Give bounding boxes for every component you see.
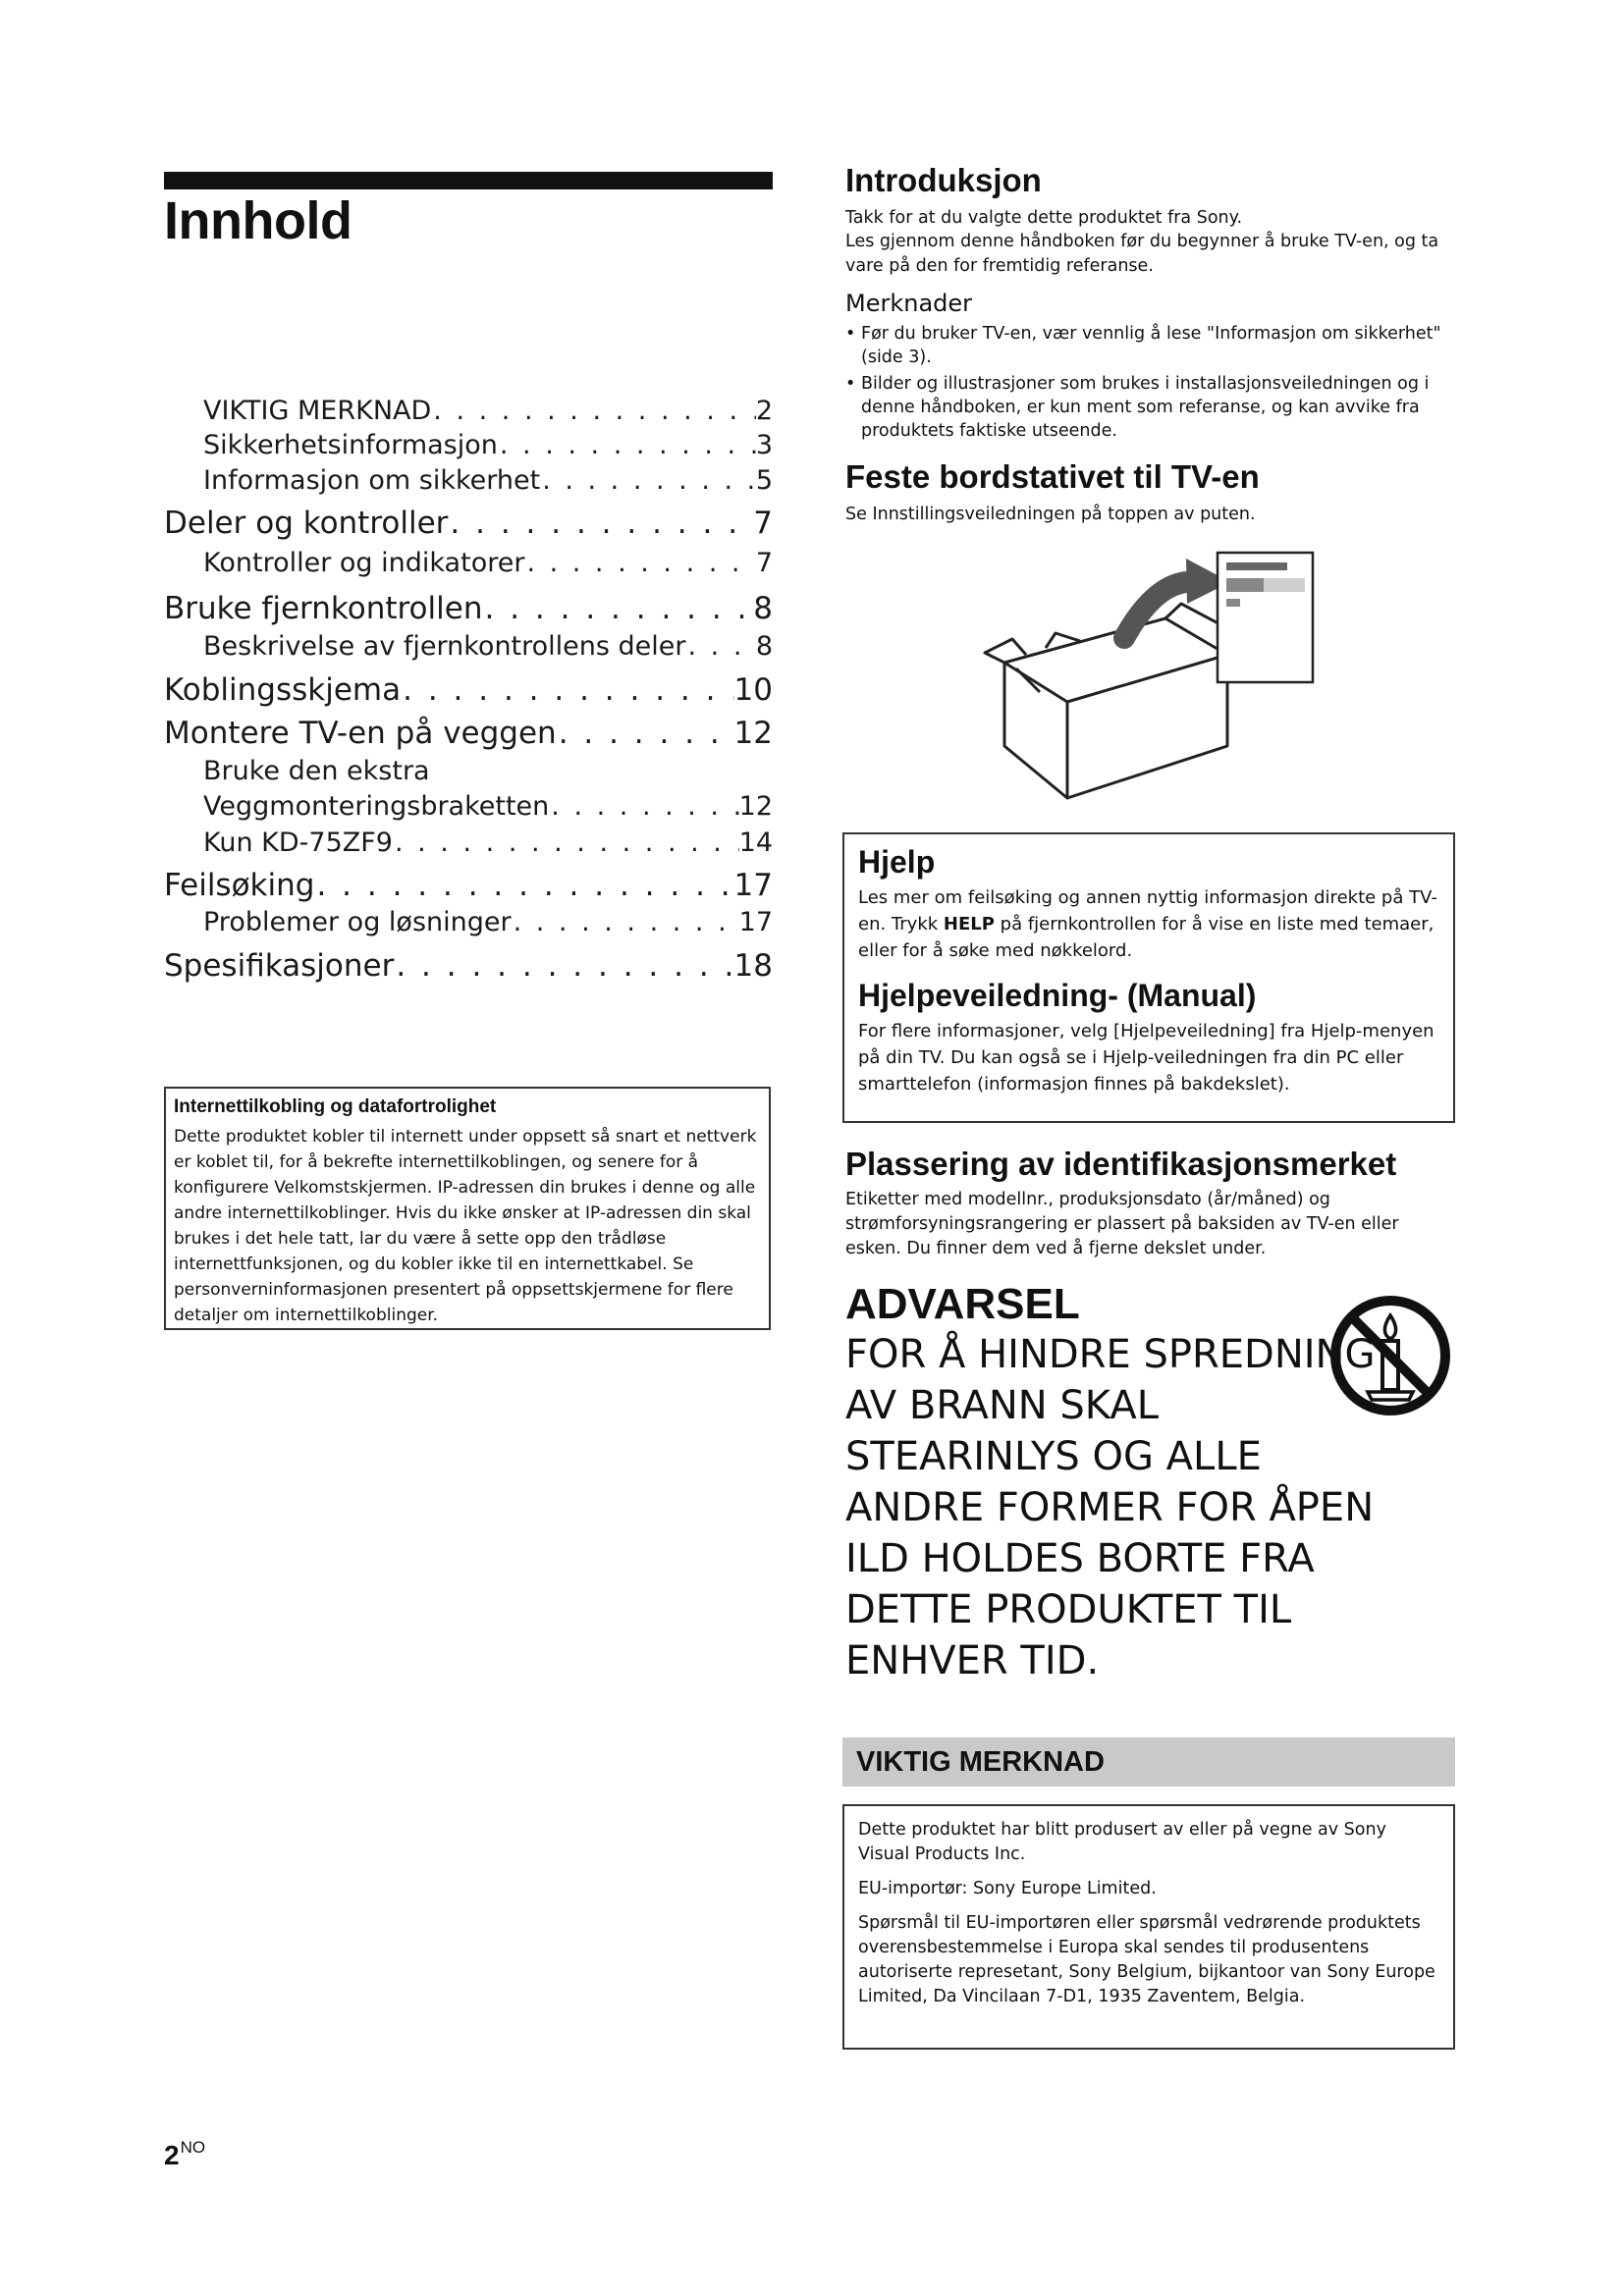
help-key-label: HELP	[943, 913, 995, 934]
toc-entry-label: Kontroller og indikatorer	[203, 548, 525, 578]
warning-title: ADVARSEL	[845, 1280, 1080, 1328]
toc-title: Innhold	[164, 191, 352, 250]
toc-entry-label: VIKTIG MERKNAD	[203, 396, 432, 426]
toc-entry-label: Bruke fjernkontrollen	[164, 591, 483, 626]
toc-entry-label: Montere TV-en på veggen	[164, 716, 557, 751]
important-notice-box	[842, 1804, 1455, 2050]
intro-title: Introduksjon	[845, 162, 1042, 198]
toc-entry-label: Feilsøking	[164, 868, 315, 903]
help-info-box	[842, 832, 1455, 1123]
toc-entry-label: Veggmonteringsbraketten	[203, 791, 550, 822]
toc-header-bar	[164, 172, 773, 189]
privacy-title: Internettilkobling og datafortrolighet	[174, 1096, 497, 1117]
toc-entry[interactable]	[164, 672, 773, 708]
toc-entry-page: 7	[755, 548, 773, 578]
toc-entry-label: Beskrivelse av fjernkontrollens deler	[203, 631, 686, 662]
toc-entry-page: 12	[733, 716, 773, 751]
toc-entry-label: Kun KD-75ZF9	[203, 828, 393, 858]
no-open-flame-icon	[1328, 1294, 1452, 1417]
page-number: $2^{NO}$	[164, 2138, 206, 2170]
warning-text: FOR Å HINDRE SPREDNING AV BRANN SKAL STEARINLYS OG ALLE ANDRE FORMER FOR ÅPEN ILD HOLDES BORTE FRA DETTE PRODUKTET TIL ENHVER TID.	[845, 1332, 1376, 1683]
notes-list	[845, 322, 1454, 446]
toc-entry-page: 8	[755, 631, 773, 662]
stand-text: Se Innstillingsveiledningen på toppen av puten.	[845, 505, 1256, 524]
toc-entry-page: 18	[733, 948, 773, 984]
intro-line-2: Les gjennom denne håndboken før du begynner å bruke TV-en, og ta vare på den for fremtidig referanse.	[845, 232, 1439, 276]
toc-entry-page: 5	[755, 465, 773, 496]
manual-text: For flere informasjoner, velg [Hjelpeveiledning] fra Hjelp-menyen på din TV. Du kan også se i Hjelp-veiledningen fra din PC eller smarttelefon (informasjon finnes på bakdekslet).	[858, 1020, 1435, 1095]
intro-line-1: Takk for at du valgte dette produktet fra Sony.	[845, 208, 1243, 228]
toc-entry-label: Koblingsskjema	[164, 672, 402, 708]
toc-entry[interactable]	[203, 548, 773, 578]
stand-title: Feste bordstativet til TV-en	[845, 458, 1260, 495]
toc-entry[interactable]	[164, 506, 773, 541]
help-text: Les mer om feilsøking og annen nyttig informasjon direkte på TV-en. Trykk HELP på fjernkontrollen for å vise en liste med temaer, eller for å søke med nøkkelord.	[858, 886, 1437, 961]
important-notice-header: VIKTIG MERKNAD	[842, 1737, 1455, 1787]
box-and-guide-illustration	[977, 545, 1330, 815]
important-text-2: EU-importør: Sony Europe Limited.	[858, 1879, 1157, 1898]
toc-entry-page: 8	[753, 591, 773, 626]
toc-entry[interactable]	[164, 716, 773, 751]
toc-entry-page: 17	[738, 907, 773, 937]
important-text-3: Spørsmål til EU-importøren eller spørsmål vedrørende produktets overensbestemmelse i Europa skal sendes til produsentens autoriserte represetant, Sony Belgium, bijkantoor van Sony Europe Limited, Da Vincilaan 7-D1, 1935 Zaventem, Belgia.	[858, 1913, 1435, 2006]
toc-entry[interactable]	[203, 907, 773, 937]
notes-item: • Bilder og illustrasjoner som brukes i installasjonsveiledningen og i denne håndboken, er kun ment som referanse, og kan avvike fra produktets faktiske utseende.	[845, 372, 1454, 443]
privacy-notice-box	[164, 1087, 771, 1330]
manual-title: Hjelpeveiledning- (Manual)	[858, 977, 1257, 1013]
toc-entry-page: 17	[733, 868, 773, 903]
toc-entry-label: Spesifikasjoner	[164, 948, 395, 984]
toc-entry-page: 2	[755, 396, 773, 426]
toc-entry[interactable]	[203, 430, 773, 460]
privacy-text: Dette produktet kobler til internett under oppsett så snart et nettverk er koblet til, for å bekrefte internettilkoblingen, og senere for å konfigurere Velkomstskjermen. IP-adressen din brukes i denne og alle andre internettilkoblinger. Hvis du ikke ønsker at IP-adressen din skal brukes i det hele tatt, lar du være å sette opp den trådløse internettfunksjonen, og du kobler ikke til en internettkabel. Se personverninformasjonen presentert på oppsettskjermene for flere detaljer om internettilkoblinger.	[174, 1127, 757, 1325]
toc-entry[interactable]	[203, 396, 773, 426]
toc-entry-page: 10	[733, 672, 773, 708]
toc-entry-label: Sikkerhetsinformasjon	[203, 430, 498, 460]
toc-entry[interactable]	[164, 868, 773, 903]
label-location-title: Plassering av identifikasjonsmerket	[845, 1146, 1397, 1182]
toc-entry[interactable]	[203, 631, 773, 662]
toc-entry[interactable]	[164, 591, 773, 626]
label-location-text: Etiketter med modellnr., produksjonsdato (år/måned) og strømforsyningsrangering er plassert på baksiden av TV-en eller esken. Du finner dem ved å fjerne dekslet under.	[845, 1190, 1399, 1258]
toc-entry[interactable]	[164, 948, 773, 984]
toc-entry-page: 14	[738, 828, 773, 858]
language-code: NO	[180, 2138, 206, 2157]
toc-entry[interactable]	[203, 465, 773, 496]
toc-entry[interactable]	[203, 828, 773, 858]
toc-entry-page: 7	[753, 506, 773, 541]
help-title: Hjelp	[858, 844, 936, 880]
toc-entry-page: 12	[738, 791, 773, 822]
toc-entry[interactable]	[203, 791, 773, 822]
toc-entry-label: Deler og kontroller	[164, 506, 449, 541]
notes-title: Merknader	[845, 290, 973, 317]
important-text-1: Dette produktet har blitt produsert av eller på vegne av Sony Visual Products Inc.	[858, 1820, 1386, 1864]
toc-entry-continuation: Bruke den ekstra	[203, 756, 430, 786]
toc-entry-label: Informasjon om sikkerhet	[203, 465, 541, 496]
toc-entry-page: 3	[755, 430, 773, 460]
notes-item: • Før du bruker TV-en, vær vennlig å lese "Informasjon om sikkerhet" (side 3).	[845, 322, 1454, 369]
toc-entry-label: Problemer og løsninger	[203, 907, 512, 937]
